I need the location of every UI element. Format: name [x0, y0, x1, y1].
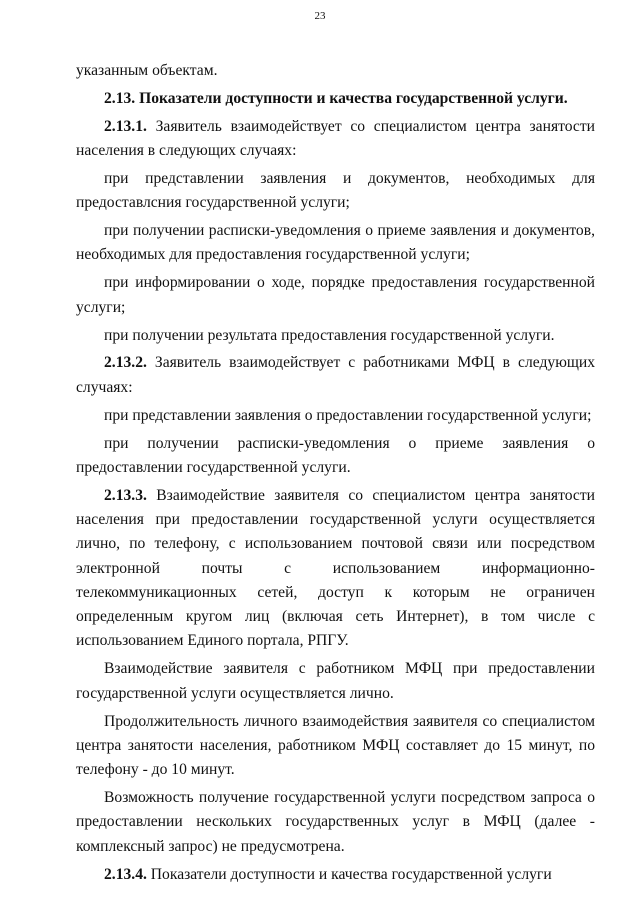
- clause-number: 2.13.2.: [104, 354, 147, 372]
- paragraph: [76, 324, 595, 348]
- numbered-paragraph: [76, 351, 595, 400]
- numbered-paragraph: [76, 863, 595, 887]
- clause-number: 2.13.4.: [104, 865, 147, 883]
- clause-number: 2.13.3.: [104, 486, 147, 504]
- paragraph-text: Взаимодействие заявителя с работником МФЦ при предоставлении государственной услуги осуществляется лично.: [76, 660, 595, 702]
- numbered-paragraph: [76, 484, 595, 654]
- paragraph-text: Возможность получение государственной услуги посредством запроса о предоставлении нескольких государственных услуг в МФЦ (далее - комплексный запрос) не предусмотрена.: [76, 789, 595, 855]
- paragraph: [76, 657, 595, 706]
- paragraph-text: при информировании о ходе, порядке предоставления государственной услуги;: [76, 274, 595, 316]
- paragraph: [76, 786, 595, 859]
- paragraph-text: Продолжительность личного взаимодействия заявителя со специалистом центра занятости населения, работником МФЦ составляет до 15 минут, по телефону - до 10 минут.: [76, 712, 595, 779]
- paragraph: [76, 219, 595, 268]
- numbered-paragraph: [76, 115, 595, 164]
- paragraph-text: Показатели доступности и качества государственной услуги: [150, 865, 552, 883]
- paragraph-text: при представлении заявления и документов, необходимых для предоставлсния государственной услуги;: [76, 169, 595, 212]
- document-body: [76, 59, 595, 890]
- paragraph-text: Заявитель взаимодействует с работниками МФЦ в следующих случаях:: [76, 354, 595, 396]
- paragraph-text: указанным объектам.: [76, 62, 218, 79]
- paragraph-text: при получении результата предоставления государственной услуги.: [104, 326, 555, 344]
- paragraph: [76, 404, 595, 428]
- paragraph: [76, 271, 595, 320]
- paragraph-text: при представлении заявления о предоставлении государственной услуги;: [104, 406, 592, 424]
- page-number: 23: [314, 10, 326, 22]
- section-heading-text: 2.13. Показатели доступности и качества государственной услуги.: [104, 89, 568, 107]
- section-heading: [76, 87, 595, 111]
- clause-number: 2.13.1.: [104, 117, 147, 135]
- paragraph-text: Заявитель взаимодействует со специалистом центра занятости населения в следующих случаях:: [76, 117, 595, 160]
- paragraph: [76, 710, 595, 783]
- paragraph: [76, 167, 595, 216]
- continuation-paragraph: [76, 59, 595, 83]
- paragraph-text: при получении расписки-уведомления о приеме заявления о предоставлении государственной услуги.: [76, 434, 595, 476]
- paragraph: [76, 432, 595, 481]
- paragraph-text: Взаимодействие заявителя со специалистом центра занятости населения при предоставлении государственной услуги осуществляется лично, по телефону, с использованием почтовой связи или посредством электронной почты с использованием информационно-телекоммуникационных сетей, доступ к которым не ограничен определенным кругом лиц (включая сеть Интернет), в том числе с использованием Единого портала, РПГУ.: [76, 486, 595, 650]
- paragraph-text: при получении расписки-уведомления о приеме заявления и документов, необходимых для предоставления государственной услуги;: [76, 222, 595, 264]
